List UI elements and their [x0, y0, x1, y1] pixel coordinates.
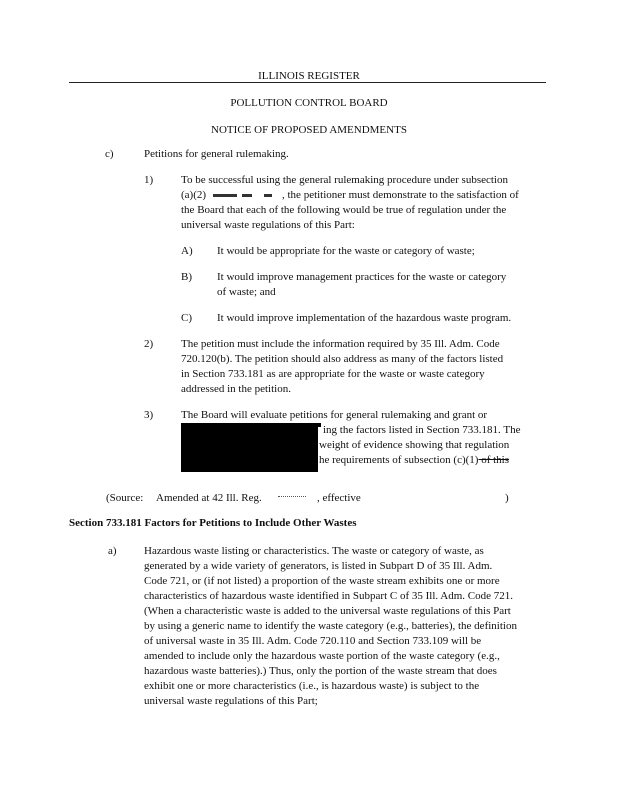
item-1-line-start: (a)(2) [181, 189, 207, 201]
item-3-line: ing the factors listed in Section 733.181. The [323, 424, 521, 436]
paragraph-line: amended to include only the hazardous waste portion of the waste category (e.g., [144, 650, 500, 662]
item-3-number: 3) [144, 409, 154, 421]
item-1-number: 1) [144, 174, 154, 186]
subitem-c-label: C) [181, 312, 192, 324]
blank-underline [278, 496, 306, 497]
subitem-b-text: of waste; and [217, 286, 276, 298]
subsection-a-label: a) [108, 545, 117, 557]
agency-title: POLLUTION CONTROL BOARD [230, 97, 388, 109]
item-2-line: addressed in the petition. [181, 383, 291, 395]
item-1-line: To be successful using the general rulemaking procedure under subsection [181, 174, 508, 186]
item-2-line: in Section 733.181 as are appropriate for the waste or waste category [181, 368, 485, 380]
register-title: ILLINOIS REGISTER [258, 70, 360, 82]
item-1-line: universal waste regulations of this Part: [181, 219, 355, 231]
item-1-line: the Board that each of the following would be true of regulation under the [181, 204, 507, 216]
paragraph-line: (When a characteristic waste is added to the universal waste regulations of this Part [144, 605, 511, 617]
section-heading: Section 733.181 Factors for Petitions to Include Other Wastes [69, 517, 357, 529]
paragraph-line: exhibit one or more characteristics (i.e., is hazardous waste) is subject to the [144, 680, 480, 692]
paragraph-line: universal waste regulations of this Part; [144, 695, 318, 707]
source-effective: , effective [317, 492, 361, 504]
item-2-line: 720.120(b). The petition should also address as many of the factors listed [181, 353, 504, 365]
struck-text: of this [478, 454, 510, 466]
redaction-mark [213, 194, 237, 197]
paragraph-line: characteristics of hazardous waste identified in Subpart C of 35 Ill. Adm. Code 721. [144, 590, 514, 602]
paragraph-line: generated by a wide variety of generators, is listed in Subpart D of 35 Ill. Adm. [144, 560, 493, 572]
paragraph-line: by using a generic name to identify the waste category (e.g., batteries), the definition [144, 620, 517, 632]
source-close: ) [505, 492, 509, 504]
item-2-number: 2) [144, 338, 154, 350]
section-c-label: c) [105, 148, 114, 160]
subitem-c-text: It would improve implementation of the hazardous waste program. [217, 312, 512, 324]
redaction-mark [242, 194, 252, 197]
subitem-b-text: It would improve management practices for the waste or category [217, 271, 507, 283]
item-3-line-start: he requirements of subsection (c)(1) [319, 454, 479, 466]
source-label: (Source: [106, 492, 144, 504]
redaction-block [181, 427, 318, 472]
paragraph-line: Code 721, or (if not listed) a proportion of the waste stream exhibits one or more [144, 575, 500, 587]
item-3-line: The Board will evaluate petitions for general rulemaking and grant or [181, 409, 488, 421]
header-rule [69, 82, 546, 83]
paragraph-line: of universal waste in 35 Ill. Adm. Code 720.110 and Section 733.109 will be [144, 635, 482, 647]
source-text: Amended at 42 Ill. Reg. [156, 492, 262, 504]
subitem-b-label: B) [181, 271, 192, 283]
item-2-line: The petition must include the information required by 35 Ill. Adm. Code [181, 338, 500, 350]
section-c-title: Petitions for general rulemaking. [144, 148, 289, 160]
notice-title: NOTICE OF PROPOSED AMENDMENTS [211, 124, 407, 136]
subitem-a-text: It would be appropriate for the waste or category of waste; [217, 245, 475, 257]
item-1-line-end: , the petitioner must demonstrate to the satisfaction of [282, 189, 519, 201]
paragraph-line: hazardous waste batteries).) Thus, only the portion of the waste stream that does [144, 665, 497, 677]
redaction-mark [264, 194, 272, 197]
paragraph-line: Hazardous waste listing or characteristics. The waste or category of waste, as [144, 545, 484, 557]
subitem-a-label: A) [181, 245, 193, 257]
item-3-line: weight of evidence showing that regulation [319, 439, 510, 451]
item-3-line [319, 452, 509, 468]
